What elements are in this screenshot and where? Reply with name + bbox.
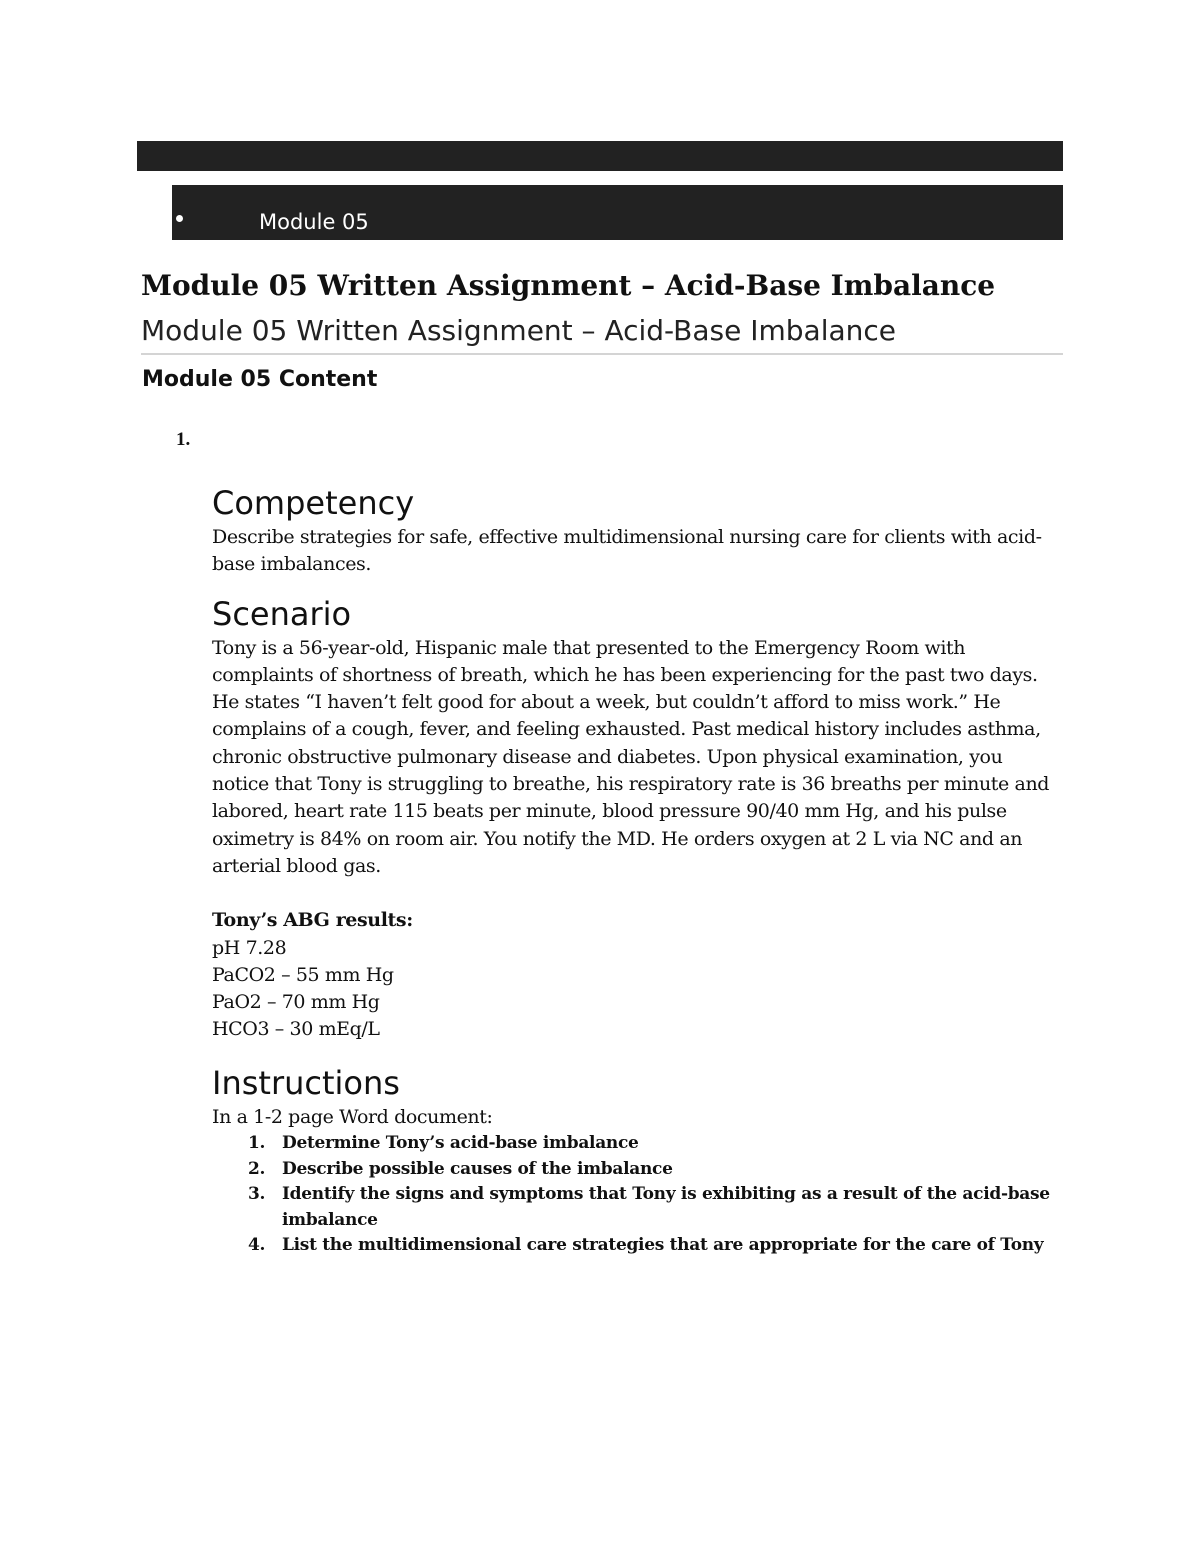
abg-hco3: HCO3 – 30 mEq/L [212, 1018, 380, 1041]
list-item-text: Describe possible causes of the imbalance [282, 1158, 673, 1179]
list-item: 4. List the multidimensional care strategies that are appropriate for the care of Tony [248, 1235, 1044, 1256]
page-title: Module 05 Written Assignment – Acid-Base Imbalance [141, 269, 996, 302]
instructions-heading: Instructions [212, 1063, 400, 1102]
scenario-heading: Scenario [212, 594, 352, 633]
list-item: 1. Determine Tony’s acid-base imbalance [248, 1133, 639, 1154]
list-item-text: Determine Tony’s acid-base imbalance [282, 1133, 639, 1154]
content-heading: Module 05 Content [142, 367, 378, 392]
module-nav-bar [172, 185, 1063, 240]
abg-ph: pH 7.28 [212, 936, 287, 959]
abg-results [212, 907, 1062, 1043]
instructions-list [212, 1131, 1062, 1259]
header-bar [137, 141, 1063, 171]
list-item-text: List the multidimensional care strategies that are appropriate for the care of Tony [282, 1235, 1044, 1256]
abg-heading: Tony’s ABG results: [212, 909, 413, 932]
bullet-icon [176, 215, 183, 222]
list-number: 1. [176, 429, 191, 450]
abg-paco2: PaCO2 – 55 mm Hg [212, 963, 394, 986]
competency-text: Describe strategies for safe, effective multidimensional nursing care for clients with acid-base imbalances. [212, 526, 1042, 576]
list-item: 2. Describe possible causes of the imbalance [248, 1158, 673, 1179]
list-item: 3. Identify the signs and symptoms that Tony is exhibiting as a result of the acid-base imbalance [248, 1184, 1050, 1230]
page-subtitle: Module 05 Written Assignment – Acid-Base Imbalance [141, 314, 897, 347]
competency-heading: Competency [212, 484, 415, 522]
scenario-text: Tony is a 56-year-old, Hispanic male that presented to the Emergency Room with complaints of shortness of breath, which he has been experiencing for the past two days. He states “I haven’t felt good for about a week, but couldn’t afford to miss work.” He complains of a cough, fever, and feeling exhausted. Past medical history includes asthma, chronic obstructive pulmonary disease and diabetes. Upon physical examination, you notice that Tony is struggling to breathe, his respiratory rate is 36 breaths per minute and labored, heart rate 115 beats per minute, blood pressure 90/40 mm Hg, and his pulse oximetry is 84% on room air. You notify the MD. He orders oxygen at 2 L via NC and an arterial blood gas. [212, 636, 1050, 877]
abg-pao2: PaO2 – 70 mm Hg [212, 991, 380, 1014]
list-item-text: Identify the signs and symptoms that Tony is exhibiting as a result of the acid-base imbalance [282, 1184, 1050, 1230]
module-nav-link[interactable]: Module 05 [259, 210, 369, 234]
assignment-content [212, 482, 1062, 1259]
instructions-intro: In a 1-2 page Word document: [212, 1105, 493, 1128]
divider [141, 353, 1063, 355]
